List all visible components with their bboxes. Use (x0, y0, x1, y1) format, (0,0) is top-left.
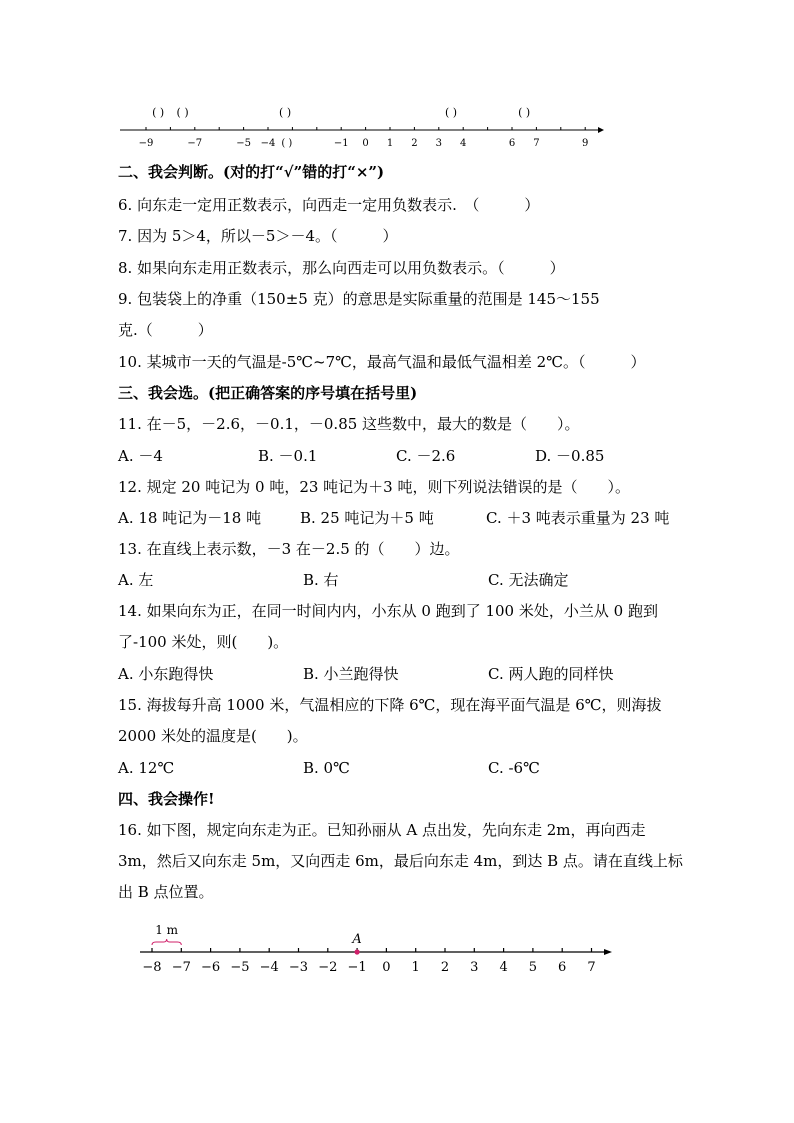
tick-label: 5 (528, 960, 538, 975)
section3-title: 三、我会选。(把正确答案的序号填在括号里) (118, 384, 418, 402)
tick-label: −2 (318, 960, 338, 975)
tick-label: 4 (460, 138, 467, 149)
q11-option-d: D. －0.85 (535, 447, 605, 465)
axis-arrow (598, 127, 604, 133)
q15-option-c: C. -6℃ (488, 759, 540, 777)
q14-option-c: C. 两人跑的同样快 (488, 665, 614, 683)
answer-blank: ( ) (518, 106, 531, 119)
point-a-label: A (352, 932, 362, 947)
section4-title: 四、我会操作! (118, 790, 215, 808)
q12-option-c: C. ＋3 吨表示重量为 23 吨 (486, 509, 670, 527)
unit-label: 1 m (155, 923, 179, 937)
section2-title: 二、我会判断。(对的打“√”错的打“×”) (118, 163, 385, 181)
q15-option-a: A. 12℃ (118, 759, 175, 777)
question-9-line2: 克.（ ） (118, 321, 213, 339)
tick-label: 1 (386, 138, 394, 149)
tick-label: 9 (582, 138, 589, 149)
tick-label: 7 (533, 138, 540, 149)
answer-blank: ( ) (279, 106, 292, 119)
question-9-line1: 9. 包装袋上的净重（150±5 克）的意思是实际重量的范围是 145～155 (118, 290, 600, 308)
tick-label: −5 (236, 138, 251, 149)
tick-label: −1 (333, 138, 349, 149)
tick-label: 7 (587, 960, 596, 975)
answer-blank: ( ) (176, 106, 189, 119)
question-15-line2: 2000 米处的温度是( )。 (118, 727, 308, 745)
tick-label: −4 (259, 960, 279, 975)
q13-option-b: B. 右 (303, 571, 339, 589)
question-8: 8. 如果向东走用正数表示，那么向西走可以用负数表示。（ ） (118, 259, 565, 277)
tick-label: 6 (558, 960, 567, 975)
tick-label: −8 (142, 960, 162, 975)
tick-label: 2 (411, 138, 418, 149)
q14-option-a: A. 小东跑得快 (118, 665, 214, 683)
q13-option-c: C. 无法确定 (488, 571, 569, 589)
tick-label: −9 (138, 138, 154, 149)
question-7: 7. 因为 5＞4，所以－5＞－4。（ ） (118, 227, 398, 245)
tick-label: 4 (499, 960, 508, 975)
question-13: 13. 在直线上表示数，－3 在－2.5 的（ ）边。 (118, 540, 460, 558)
q12-option-a: A. 18 吨记为－18 吨 (118, 509, 262, 527)
tick-label: 3 (470, 960, 479, 975)
tick-label: −4 (260, 138, 276, 149)
tick-label: −5 (230, 960, 250, 975)
axis-arrow (604, 949, 612, 955)
answer-blank: ( ) (444, 106, 458, 119)
q15-option-b: B. 0℃ (303, 759, 350, 777)
question-14-line2: 了-100 米处，则( )。 (118, 633, 289, 651)
tick-label: −3 (288, 960, 309, 975)
q11-option-a: A. －4 (118, 447, 163, 465)
question-11: 11. 在－5，－2.6，－0.1，－0.85 这些数中，最大的数是（ ）。 (118, 415, 580, 433)
tick-label: 2 (440, 960, 450, 975)
answer-blank: ( ) (152, 106, 165, 119)
point-a-marker (355, 949, 360, 954)
q13-option-a: A. 左 (118, 571, 154, 589)
tick-label: 1 (411, 960, 420, 975)
tick-label: 0 (382, 960, 391, 975)
tick-label: 0 (362, 138, 369, 149)
q12-option-b: B. 25 吨记为＋5 吨 (300, 509, 434, 527)
number-line-bottom (138, 920, 618, 980)
tick-label: −1 (347, 960, 367, 975)
question-14-line1: 14. 如果向东为正，在同一时间内内，小东从 0 跑到了 100 米处，小兰从 0 跑到 (118, 602, 658, 620)
tick-label: −7 (171, 960, 191, 975)
tick-label: −7 (187, 138, 203, 149)
question-12: 12. 规定 20 吨记为 0 吨，23 吨记为＋3 吨，则下列说法错误的是（ ）。 (118, 478, 630, 496)
question-16-line3: 出 B 点位置。 (118, 883, 214, 901)
unit-brace (152, 939, 181, 945)
question-10: 10. 某城市一天的气温是-5℃~7℃，最高气温和最低气温相差 2℃。（ ） (118, 353, 646, 371)
q11-option-b: B. －0.1 (258, 447, 318, 465)
number-line-top (110, 96, 610, 156)
tick-label: −6 (201, 960, 221, 975)
question-15-line1: 15. 海拔每升高 1000 米，气温相应的下降 6℃，现在海平面气温是 6℃，则海拔 (118, 696, 662, 714)
question-6: 6. 向东走一定用正数表示，向西走一定用负数表示. （ ） (118, 196, 540, 214)
q14-option-b: B. 小兰跑得快 (303, 665, 399, 683)
q11-option-c: C. －2.6 (396, 447, 456, 465)
tick-label: 3 (435, 138, 442, 149)
question-16-line1: 16. 如下图，规定向东走为正。已知孙丽从 A 点出发，先向东走 2m，再向西走 (118, 821, 646, 839)
answer-blank: ( ) (281, 138, 293, 149)
question-16-line2: 3m，然后又向东走 5m，又向西走 6m，最后向东走 4m，到达 B 点。请在直线上标 (118, 852, 683, 870)
tick-label: 6 (508, 138, 516, 149)
